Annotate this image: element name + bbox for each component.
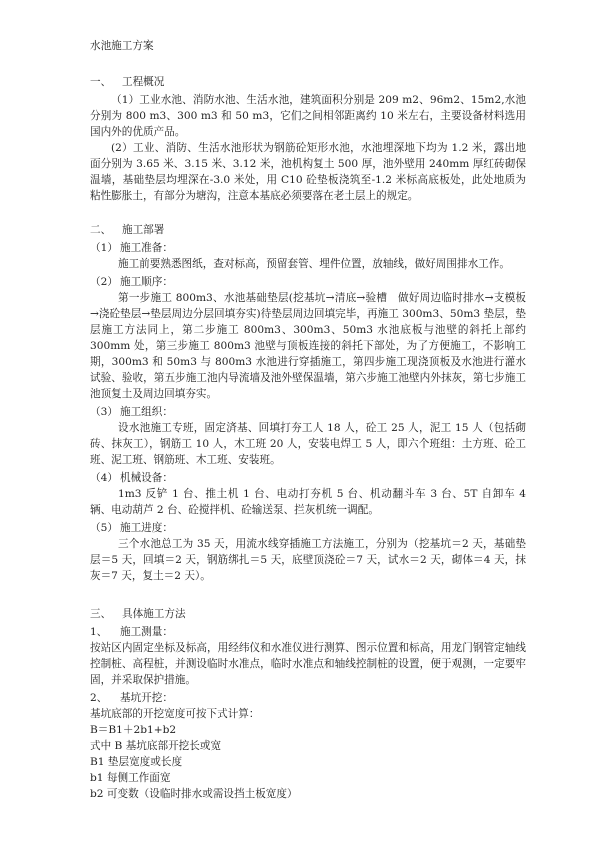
paragraph: （1）工业水池、消防水池、生活水池，建筑面积分别是 209 m2、96m2、15m2,水池分别为 800 m3、300 m3 和 50 m3，它们之间相邻距离约 10 米左右，主要设备材料选用国内外的优质产品。	[90, 94, 526, 138]
subsection-title: 施工顺序：	[120, 276, 173, 288]
text-line: b1 每侧工作面宽	[90, 772, 171, 784]
subsection-number: （4）	[90, 472, 118, 484]
subsection-number: （2）	[90, 276, 118, 288]
subsection-number: （3）	[90, 406, 118, 418]
section-number: 一、	[90, 76, 112, 88]
subsection-title: 施工组织：	[120, 406, 173, 418]
document-body	[90, 38, 526, 802]
section-title: 施工部署	[122, 224, 165, 236]
section-heading-3	[90, 606, 526, 622]
subsection-title: 施工准备：	[120, 242, 173, 254]
section-title: 工程概况	[122, 76, 165, 88]
paragraph: 设水池施工专班，固定済基、回填打夯工人 18 人，砼工 25 人，泥工 15 人（包括砌砖、抹灰工），钢筋工 10 人，木工班 20 人，安装电焊工 5 人，即六个班组：土方班、砼工班、泥工班、钢筋班、木工班、安装班。	[90, 422, 526, 466]
text-line: b2 可变数（设临时排水或需设挡土板宽度）	[90, 788, 298, 800]
paragraph: 三个水池总工为 35 天，用流水线穿插施工方法施工，分别为（挖基坑＝2 天，基础垫层＝5 天，回填＝2 天，钢筋绑扎＝5 天，底壁顶浇砼＝7 天，试水＝2 天，砌体＝4 天，抹灰＝7 天，复土＝2 天）。	[90, 538, 526, 582]
subsection-number: 2、	[90, 692, 108, 704]
subsection-heading	[90, 690, 526, 706]
paragraph: 按站区内固定坐标及标高，用经纬仪和水准仪进行测算、图示位置和标高，用龙门钢管定轴线控制桩、高程桩，并测设临时水准点，临时水准点和轴线控制桩的设置，便于观测，一定要牢固，并采取保护措施。	[90, 642, 526, 686]
subsection-title: 施工测量：	[120, 626, 173, 638]
section-number: 三、	[90, 608, 112, 620]
paragraph: (2）工业、消防、生活水池形状为钢筋砼矩形水池，水池埋深地下均为 1.2 米，露出地面分别为 3.65 米、3.15 米、3.12 米，池机构复土 500 厚，池外壁用 240mm 厚红砖砌保温墙，基础垫层均埋深在-3.0 米处，用 C10 砼垫板浇筑至-1.2 米标高底板处，此处地质为粘性膨胀土，有部分为塘沟，注意本基底必须要落在老土层上的规定。	[90, 142, 526, 202]
document-title: 水池施工方案	[90, 40, 154, 52]
text-line: 式中 B 基坑底部开挖长或宽	[90, 740, 222, 752]
paragraph: 1m3 反铲 1 台、推土机 1 台、电动打夯机 5 台、机动翻斗车 3 台、5T 自卸车 4 辆、电动葫芦 2 台、砼搅拌机、砼输送泵、拦灰机统一调配。	[90, 488, 526, 516]
subsection-heading	[90, 240, 526, 256]
section-heading-2	[90, 222, 526, 238]
subsection-title: 机械设备：	[120, 472, 173, 484]
subsection-heading	[90, 624, 526, 640]
subsection-title: 施工进度：	[120, 522, 173, 534]
subsection-number: （5）	[90, 522, 118, 534]
paragraph: 第一步施工 800m3、水池基础垫层(挖基坑→清底→验槽 做好周边临时排水→支模板→浇砼垫层→垫层周边分层回填夯实)待垫层周边回填完毕，再施工 300m3、50m3 垫层，垫层施工方法同上，第二步施工 800m3、300m3、50m3 水池底板与池壁的斜托上部约 300mm 处，第三步施工 800m3 池壁与顶板连接的斜托下部处，为了方便施工，不影响工期，300m3 和 50m3 与 800m3 水池进行穿插施工，第四步施工现浇顶板及水池进行灌水试验、验收，第五步施工池内导流墙及池外壁保温墙，第六步施工池壁内外抹灰，第七步施工池顶复土及周边回填夯实。	[90, 292, 526, 400]
section-number: 二、	[90, 224, 112, 236]
subsection-heading	[90, 274, 526, 290]
subsection-heading	[90, 470, 526, 486]
paragraph: 施工前要熟悉图纸，查对标高，预留套管、埋件位置，放轴线，做好周围排水工作。	[118, 258, 510, 270]
subsection-heading	[90, 520, 526, 536]
subsection-title: 基坑开挖：	[120, 692, 173, 704]
subsection-number: 1、	[90, 626, 108, 638]
section-title: 具体施工方法	[122, 608, 186, 620]
text-line: B1 垫层宽度或长度	[90, 756, 183, 768]
subsection-number: （1）	[90, 242, 118, 254]
text-line: 基坑底部的开挖宽度可按下式计算：	[90, 708, 260, 720]
formula-line: B＝B1＋2b1+b2	[90, 724, 177, 736]
section-heading-1	[90, 74, 526, 90]
subsection-heading	[90, 404, 526, 420]
